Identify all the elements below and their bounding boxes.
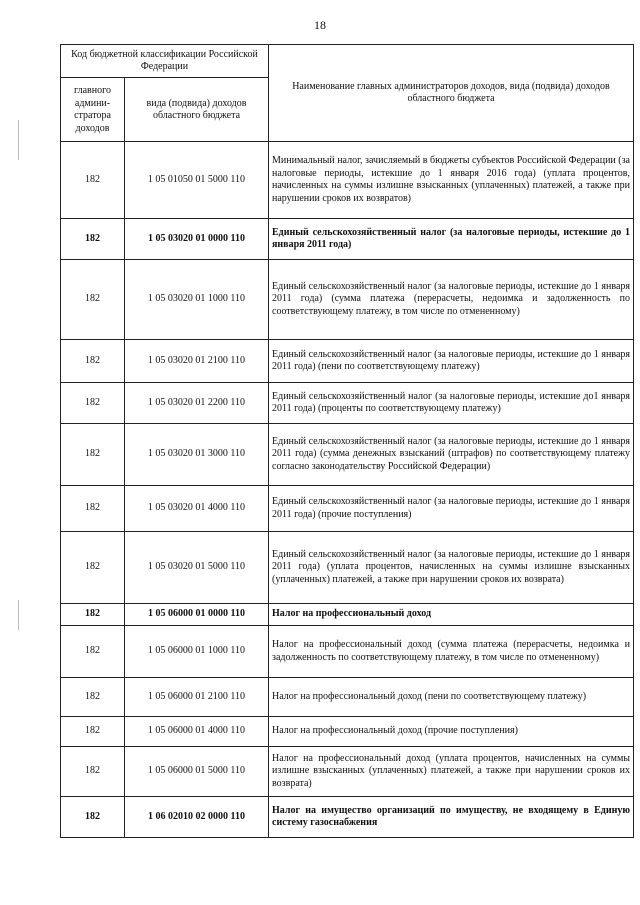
admin-code-cell: 182 — [61, 678, 125, 717]
table-row — [61, 797, 634, 838]
admin-code-cell: 182 — [61, 260, 125, 340]
table-row — [61, 678, 634, 717]
table-row — [61, 219, 634, 260]
revenue-name-cell: Единый сельскохозяйственный налог (за налоговые периоды, истекшие до 1 января 2011 года) (прочие поступления) — [269, 486, 634, 532]
revenue-name-cell: Минимальный налог, зачисляемый в бюджеты субъектов Российской Федерации (за налоговые периоды, истекшие до 1 января 2016 года) (уплата процентов, начисленных на суммы излишне взысканных (уплаченных) платежей, а также при нарушении сроков их возвратов) — [269, 142, 634, 219]
revenue-name-cell: Налог на имущество организаций по имуществу, не входящему в Единую систему газоснабжения — [269, 797, 634, 838]
admin-code-cell: 182 — [61, 142, 125, 219]
header-code-group: Код бюджетной классификации Российской Федерации — [61, 45, 269, 78]
header-admin-column: главного админи-стратора доходов — [61, 78, 125, 142]
revenue-name-cell: Налог на профессиональный доход (сумма платежа (перерасчеты, недоимка и задолженность по соответствующему платежу, в том числе по отмененному) — [269, 626, 634, 678]
revenue-code-cell: 1 05 03020 01 4000 110 — [125, 486, 269, 532]
table-row — [61, 424, 634, 486]
revenue-name-cell: Налог на профессиональный доход (пени по соответствующему платежу) — [269, 678, 634, 717]
revenue-name-cell: Единый сельскохозяйственный налог (за налоговые периоды, истекшие до1 января 2011 года) (проценты по соответствующему платежу) — [269, 383, 634, 424]
admin-code-cell: 182 — [61, 626, 125, 678]
table-row — [61, 604, 634, 626]
revenue-code-cell: 1 05 03020 01 0000 110 — [125, 219, 269, 260]
table-row — [61, 383, 634, 424]
admin-code-cell: 182 — [61, 424, 125, 486]
revenue-name-cell: Налог на профессиональный доход (прочие поступления) — [269, 717, 634, 747]
table-header-row — [61, 45, 634, 78]
scan-margin-mark — [18, 120, 19, 160]
revenue-code-cell: 1 05 03020 01 2100 110 — [125, 340, 269, 383]
revenue-code-cell: 1 05 03020 01 2200 110 — [125, 383, 269, 424]
revenue-code-cell: 1 05 06000 01 5000 110 — [125, 747, 269, 797]
revenue-name-cell: Налог на профессиональный доход — [269, 604, 634, 626]
admin-code-cell: 182 — [61, 219, 125, 260]
admin-code-cell: 182 — [61, 797, 125, 838]
revenue-name-cell: Налог на профессиональный доход (уплата процентов, начисленных на суммы излишне взысканных (уплаченных) платежей, а также при нарушении сроков их возврата) — [269, 747, 634, 797]
table-row — [61, 260, 634, 340]
revenue-code-cell: 1 05 06000 01 4000 110 — [125, 717, 269, 747]
admin-code-cell: 182 — [61, 532, 125, 604]
table-row — [61, 747, 634, 797]
table-row — [61, 486, 634, 532]
header-code-column: вида (подвида) доходов областного бюджета — [125, 78, 269, 142]
table-row — [61, 532, 634, 604]
admin-code-cell: 182 — [61, 486, 125, 532]
revenue-name-cell: Единый сельскохозяйственный налог (за налоговые периоды, истекшие до 1 января 2011 года) — [269, 219, 634, 260]
revenue-name-cell: Единый сельскохозяйственный налог (за налоговые периоды, истекшие до 1 января 2011 года) (сумма платежа (перерасчеты, недоимка и задолженность по соответствующему платежу, в том числе по отмененному) — [269, 260, 634, 340]
revenue-name-cell: Единый сельскохозяйственный налог (за налоговые периоды, истекшие до 1 января 2011 года) (сумма денежных взысканий (штрафов) по соответствующему платежу согласно законодательству Российской Федерации) — [269, 424, 634, 486]
revenue-code-cell: 1 05 06000 01 0000 110 — [125, 604, 269, 626]
admin-code-cell: 182 — [61, 747, 125, 797]
table-row — [61, 717, 634, 747]
revenue-code-cell: 1 06 02010 02 0000 110 — [125, 797, 269, 838]
revenue-name-cell: Единый сельскохозяйственный налог (за налоговые периоды, истекшие до 1 января 2011 года) (пени по соответствующему платежу) — [269, 340, 634, 383]
revenue-code-cell: 1 05 03020 01 3000 110 — [125, 424, 269, 486]
admin-code-cell: 182 — [61, 717, 125, 747]
revenue-code-cell: 1 05 01050 01 5000 110 — [125, 142, 269, 219]
revenue-code-cell: 1 05 03020 01 5000 110 — [125, 532, 269, 604]
page-number: 18 — [314, 18, 326, 32]
admin-code-cell: 182 — [61, 340, 125, 383]
table-row — [61, 142, 634, 219]
admin-code-cell: 182 — [61, 383, 125, 424]
revenue-name-cell: Единый сельскохозяйственный налог (за налоговые периоды, истекшие до 1 января 2011 года) (уплата процентов, начисленных на суммы излишне взысканных (уплаченных) платежей, а также при нарушении сроков их возврата) — [269, 532, 634, 604]
revenue-code-cell: 1 05 03020 01 1000 110 — [125, 260, 269, 340]
scan-margin-mark — [18, 600, 19, 630]
header-name-column: Наименование главных администраторов доходов, вида (подвида) доходов областного бюджета — [269, 45, 634, 142]
revenue-code-cell: 1 05 06000 01 1000 110 — [125, 626, 269, 678]
table-row — [61, 626, 634, 678]
table-row — [61, 340, 634, 383]
revenue-code-cell: 1 05 06000 01 2100 110 — [125, 678, 269, 717]
revenue-classification-table — [60, 44, 634, 838]
admin-code-cell: 182 — [61, 604, 125, 626]
